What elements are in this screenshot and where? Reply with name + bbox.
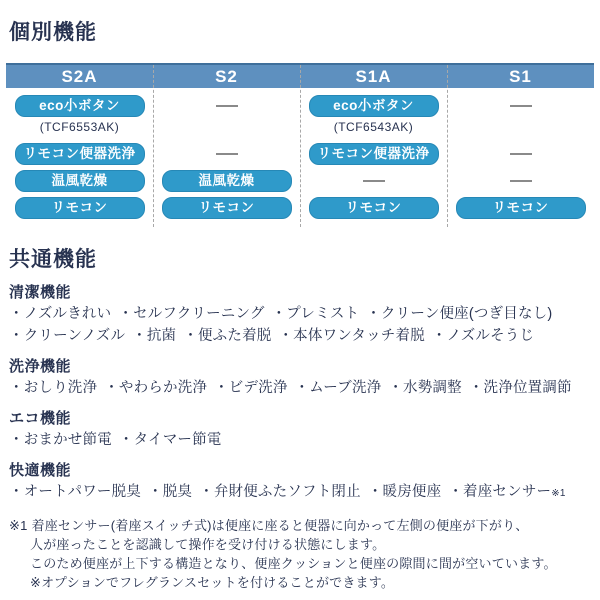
feature-section bbox=[9, 357, 594, 399]
feature-list-item: ・抗菌 bbox=[132, 328, 177, 344]
footnote-reference: ※1 bbox=[551, 488, 566, 499]
table-cell bbox=[447, 88, 594, 140]
table-cell bbox=[300, 167, 447, 194]
feature-list-line bbox=[9, 377, 594, 399]
feature-badge: 温風乾燥 bbox=[15, 170, 145, 192]
table-column-s1a bbox=[300, 65, 447, 221]
feature-badge: 温風乾燥 bbox=[162, 170, 292, 192]
feature-list-item: ・おまかせ節電 bbox=[9, 432, 112, 448]
section-title: 洗浄機能 bbox=[9, 358, 72, 375]
table-column-s2a bbox=[6, 65, 153, 221]
model-number-caption: (TCF6543AK) bbox=[333, 120, 414, 134]
feature-list-line bbox=[9, 325, 594, 347]
footnote-line: 人が座ったことを認識して操作を受け付ける状態にします。 bbox=[30, 537, 386, 552]
column-header-s2a: S2A bbox=[6, 65, 153, 88]
table-cell bbox=[6, 88, 153, 140]
feature-list-item: ・水勢調整 bbox=[388, 380, 462, 396]
feature-list-item: ・やわらか洗浄 bbox=[104, 380, 208, 396]
not-available-dash bbox=[510, 153, 532, 155]
feature-list-item: ・ビデ洗浄 bbox=[214, 380, 288, 396]
table-cell bbox=[300, 140, 447, 167]
feature-list-item: ・タイマー節電 bbox=[118, 432, 222, 448]
feature-comparison-table bbox=[6, 63, 594, 227]
column-divider bbox=[153, 65, 154, 227]
feature-section bbox=[9, 461, 594, 505]
feature-list-item: ・暖房便座 bbox=[367, 484, 442, 500]
feature-list-item: ・クリーンノズル bbox=[9, 328, 126, 344]
not-available-dash bbox=[363, 180, 385, 182]
feature-badge: リモコン bbox=[162, 197, 292, 219]
section-title: 快適機能 bbox=[9, 462, 72, 479]
table-cell bbox=[300, 88, 447, 140]
column-header-s2: S2 bbox=[153, 65, 300, 88]
feature-list-item: ・本体ワンタッチ着脱 bbox=[278, 328, 425, 344]
feature-list-item: ・着座センサー※1 bbox=[448, 484, 566, 500]
feature-list-item: ・ムーブ洗浄 bbox=[294, 380, 382, 396]
table-cell bbox=[153, 194, 300, 221]
feature-badge: リモコン bbox=[456, 197, 586, 219]
feature-list-item: ・ノズルきれい bbox=[9, 306, 112, 322]
common-feature-sections bbox=[6, 283, 594, 505]
feature-list-line bbox=[9, 303, 594, 325]
not-available-dash bbox=[510, 105, 532, 107]
feature-badge: リモコン bbox=[309, 197, 439, 219]
feature-list-line bbox=[9, 481, 594, 505]
feature-list-item: ・オートパワー脱臭 bbox=[9, 484, 142, 500]
footnote-line: このため便座が上下する構造となり、便座クッションと便座の隙間に間が空いています。 bbox=[30, 556, 557, 571]
feature-list-item: ・おしり洗浄 bbox=[9, 380, 98, 396]
feature-list-item: ・便ふた着脱 bbox=[183, 328, 272, 344]
table-cell bbox=[447, 194, 594, 221]
table-cell bbox=[153, 167, 300, 194]
feature-badge: eco小ボタン bbox=[15, 95, 145, 117]
feature-list-item: ・脱臭 bbox=[148, 484, 193, 500]
section-title: エコ機能 bbox=[9, 410, 72, 427]
footnote-line: ※オプションでフレグランスセットを付けることができます。 bbox=[30, 575, 395, 590]
not-available-dash bbox=[510, 180, 532, 182]
feature-badge: eco小ボタン bbox=[309, 95, 439, 117]
feature-badge: リモコン便器洗浄 bbox=[309, 143, 439, 165]
page-title-individual-functions: 個別機能 bbox=[9, 21, 97, 44]
feature-badge: リモコン bbox=[15, 197, 145, 219]
feature-section bbox=[9, 409, 594, 451]
page-title-common-functions: 共通機能 bbox=[9, 248, 97, 271]
column-divider bbox=[300, 65, 301, 227]
column-divider bbox=[447, 65, 448, 227]
section-title: 清潔機能 bbox=[9, 284, 72, 301]
column-header-s1a: S1A bbox=[300, 65, 447, 88]
table-column-s2 bbox=[153, 65, 300, 221]
not-available-dash bbox=[216, 153, 238, 155]
table-cell bbox=[153, 88, 300, 140]
table-cell bbox=[447, 140, 594, 167]
table-cell bbox=[6, 140, 153, 167]
table-cell bbox=[300, 194, 447, 221]
feature-list-item: ・セルフクリーニング bbox=[118, 306, 265, 322]
model-number-caption: (TCF6553AK) bbox=[39, 120, 120, 134]
column-header-s1: S1 bbox=[447, 65, 594, 88]
feature-list-item: ・弁財便ふたソフト閉止 bbox=[199, 484, 361, 500]
footnote-line: ※1 着座センサー(着座スイッチ式)は便座に座ると便器に向かって左側の便座が下がり、 bbox=[9, 518, 529, 533]
table-cell bbox=[153, 140, 300, 167]
not-available-dash bbox=[216, 105, 238, 107]
feature-list-line bbox=[9, 429, 594, 451]
feature-list-item: ・クリーン便座(つぎ目なし) bbox=[366, 306, 553, 322]
table-cell bbox=[447, 167, 594, 194]
feature-badge: リモコン便器洗浄 bbox=[15, 143, 145, 165]
footnote-marker: ※1 bbox=[9, 518, 28, 533]
table-cell bbox=[6, 167, 153, 194]
table-column-s1 bbox=[447, 65, 594, 221]
feature-list-item: ・プレミスト bbox=[271, 306, 360, 322]
feature-list-item: ・ノズルそうじ bbox=[431, 328, 535, 344]
table-cell bbox=[6, 194, 153, 221]
footnote bbox=[6, 516, 594, 592]
feature-section bbox=[9, 283, 594, 347]
feature-list-item: ・洗浄位置調節 bbox=[468, 380, 572, 396]
